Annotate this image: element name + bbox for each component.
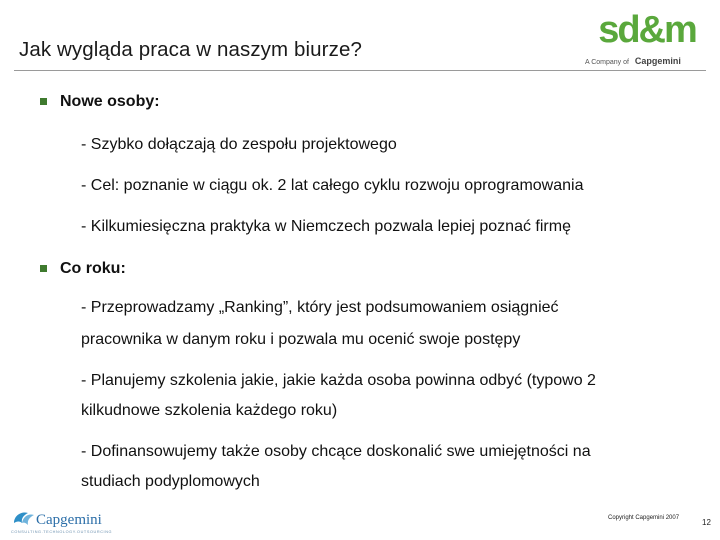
capgemini-parent-text: Capgemini (634, 56, 681, 66)
title-divider (14, 70, 706, 71)
list-item: - Przeprowadzamy „Ranking”, który jest podsumowaniem osiągnieć (81, 299, 559, 316)
company-of-text: A Company of (585, 59, 629, 66)
page-number: 12 (702, 518, 711, 527)
section-heading-new-people: Nowe osoby: (60, 93, 160, 110)
sdm-tagline (585, 56, 709, 68)
list-item: - Planujemy szkolenia jakie, jakie każda osoba powinna odbyć (typowo 2 (81, 372, 596, 389)
list-item: - Szybko dołączają do zespołu projektowego (81, 136, 397, 153)
footer-logo-text: Capgemini (36, 512, 102, 528)
square-bullet-icon (40, 265, 47, 272)
sdm-logo (585, 8, 709, 70)
list-item: pracownika w danym roku i pozwala mu ocenić swoje postępy (81, 331, 521, 348)
list-item: - Cel: poznanie w ciągu ok. 2 lat całego cyklu rozwoju oprogramowania (81, 177, 584, 194)
list-item: - Kilkumiesięczna praktyka w Niemczech pozwala lepiej poznać firmę (81, 218, 571, 235)
slide-title: Jak wygląda praca w naszym biurze? (19, 38, 362, 61)
list-item: - Dofinansowujemy także osoby chcące doskonalić swe umiejętności na (81, 443, 591, 460)
list-item: studiach podyplomowych (81, 473, 260, 490)
footer-logo-tagline: CONSULTING.TECHNOLOGY.OUTSOURCING (11, 530, 113, 534)
list-item: kilkudnowe szkolenia każdego roku) (81, 402, 338, 419)
sdm-wordmark: sd&m (598, 9, 696, 51)
square-bullet-icon (40, 98, 47, 105)
capgemini-footer-logo (8, 507, 138, 535)
copyright-text: Copyright Capgemini 2007 (608, 515, 680, 521)
capgemini-spade-icon (8, 507, 138, 535)
section-heading-yearly: Co roku: (60, 260, 126, 277)
